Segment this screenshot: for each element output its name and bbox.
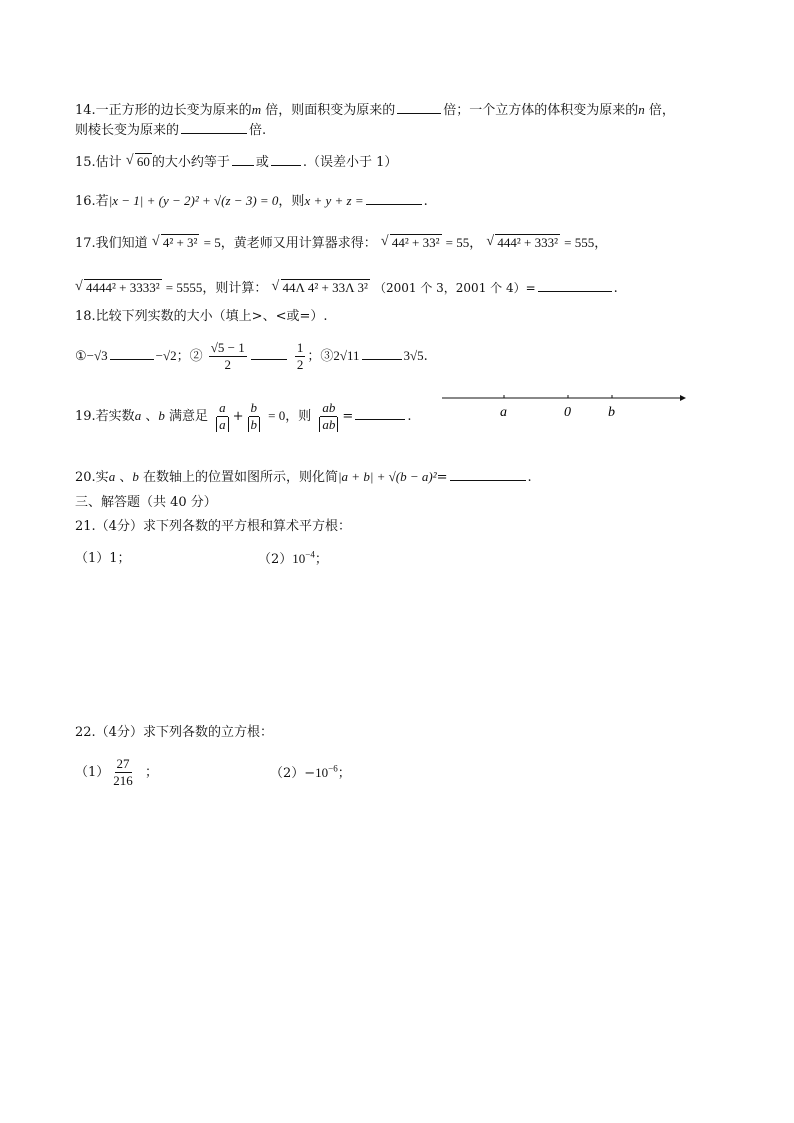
section-3-title: 三、解答题（共 40 分） (75, 495, 217, 510)
question-14-line-1: 14.一正方形的边长变为原来的m 倍，则面积变为原来的 倍；一个立方体的体积变为原来的n 倍， (75, 99, 675, 120)
question-21-title: 21.（4分）求下列各数的平方根和算术平方根： (75, 519, 351, 534)
question-16: 16.若|x − 1| + (y − 2)² + √(z − 3) = 0，则x + y + z = . (75, 190, 428, 211)
question-20: 20.实a 、b 在数轴上的位置如图所示，则化简|a + b| + √(b − a)²= . (75, 466, 532, 487)
question-17-line-1: 17.我们知道 √ 4² + 3² = 5，黄老师又用计算器求得： √ 44² + 33² = 55， √ 444² + 333² = 555， (75, 234, 608, 251)
answer-blank[interactable] (355, 405, 405, 420)
math-expression: |a + b| + √(b − a)² (337, 469, 437, 484)
answer-blank[interactable] (366, 190, 422, 205)
answer-blank[interactable] (110, 345, 154, 360)
answer-blank[interactable] (450, 466, 526, 481)
answer-blank[interactable] (271, 151, 301, 166)
fraction: $\frac{√5 - 1}{2}$ (210, 340, 245, 372)
question-19: 19.若实数a 、b 满意足 $\frac{a}{a}$ + $\frac{b}{b}$ = 0，则 $\frac{ab}{ab}$ = . (75, 400, 412, 432)
arrow-icon (680, 395, 686, 401)
radical-expression: √ 44² + 33² (380, 234, 440, 250)
question-18-title: 18.比较下列实数的大小（填上>、<或=）. (75, 309, 328, 324)
question-17-line-2: √ 4444² + 3333² = 5555，则计算： √ 44Λ 4² + 33Λ 3² （2001 个 3，2001 个 4）= . (75, 279, 618, 296)
radical-expression: √ 4444² + 3333² (75, 279, 160, 295)
question-22-part-1: （1） $\frac{27}{216}$ ； (75, 756, 159, 788)
number-line-label-a: a (500, 405, 507, 420)
question-22-part-2: $(2)-10^{-6}$； (270, 763, 351, 781)
answer-blank[interactable] (538, 277, 612, 292)
answer-blank[interactable] (362, 345, 402, 360)
radical-expression: √ 444² + 333² (486, 234, 559, 250)
answer-blank[interactable] (232, 151, 254, 166)
fraction: $\frac{ab}{ab}$ (317, 400, 340, 433)
number-line-figure (440, 388, 690, 424)
question-18-comparisons: ①−√3 −√2；② $\frac{√5 - 1}{2}$ $\frac{1}{2}$ ；③2√11 3√5. (75, 340, 428, 372)
answer-blank[interactable] (181, 119, 247, 134)
question-15: 15.估计 √ 60 的大小约等于 或 .（误差小于 1） (75, 153, 398, 170)
fraction: $\frac{b}{b}$ (246, 400, 263, 433)
math-expression: x + y + z = (304, 193, 364, 208)
answer-blank[interactable] (397, 99, 441, 114)
math-expression: |x − 1| + (y − 2)² + √(z − 3) = 0 (108, 193, 279, 208)
question-21-part-1: （1）1； (75, 551, 131, 566)
radical-expression: √ 60 (125, 153, 150, 169)
radical-expression: √ 4² + 3² (151, 234, 198, 250)
question-14-line-2: 则棱长变为原来的 倍. (75, 119, 266, 140)
radical-expression: √ 44Λ 4² + 33Λ 3² (271, 279, 368, 295)
fraction: $\frac{a}{a}$ (214, 400, 231, 433)
number-line-label-b: b (608, 405, 615, 420)
answer-blank[interactable] (251, 345, 287, 360)
fraction: $\frac{27}{216}$ (113, 756, 133, 788)
fraction: $\frac{1}{2}$ (296, 340, 304, 372)
question-22-title: 22.（4分）求下列各数的立方根： (75, 725, 273, 740)
number-line-label-0: 0 (564, 405, 571, 420)
question-21-part-2: $(2)10^{-4}$； (258, 549, 328, 567)
